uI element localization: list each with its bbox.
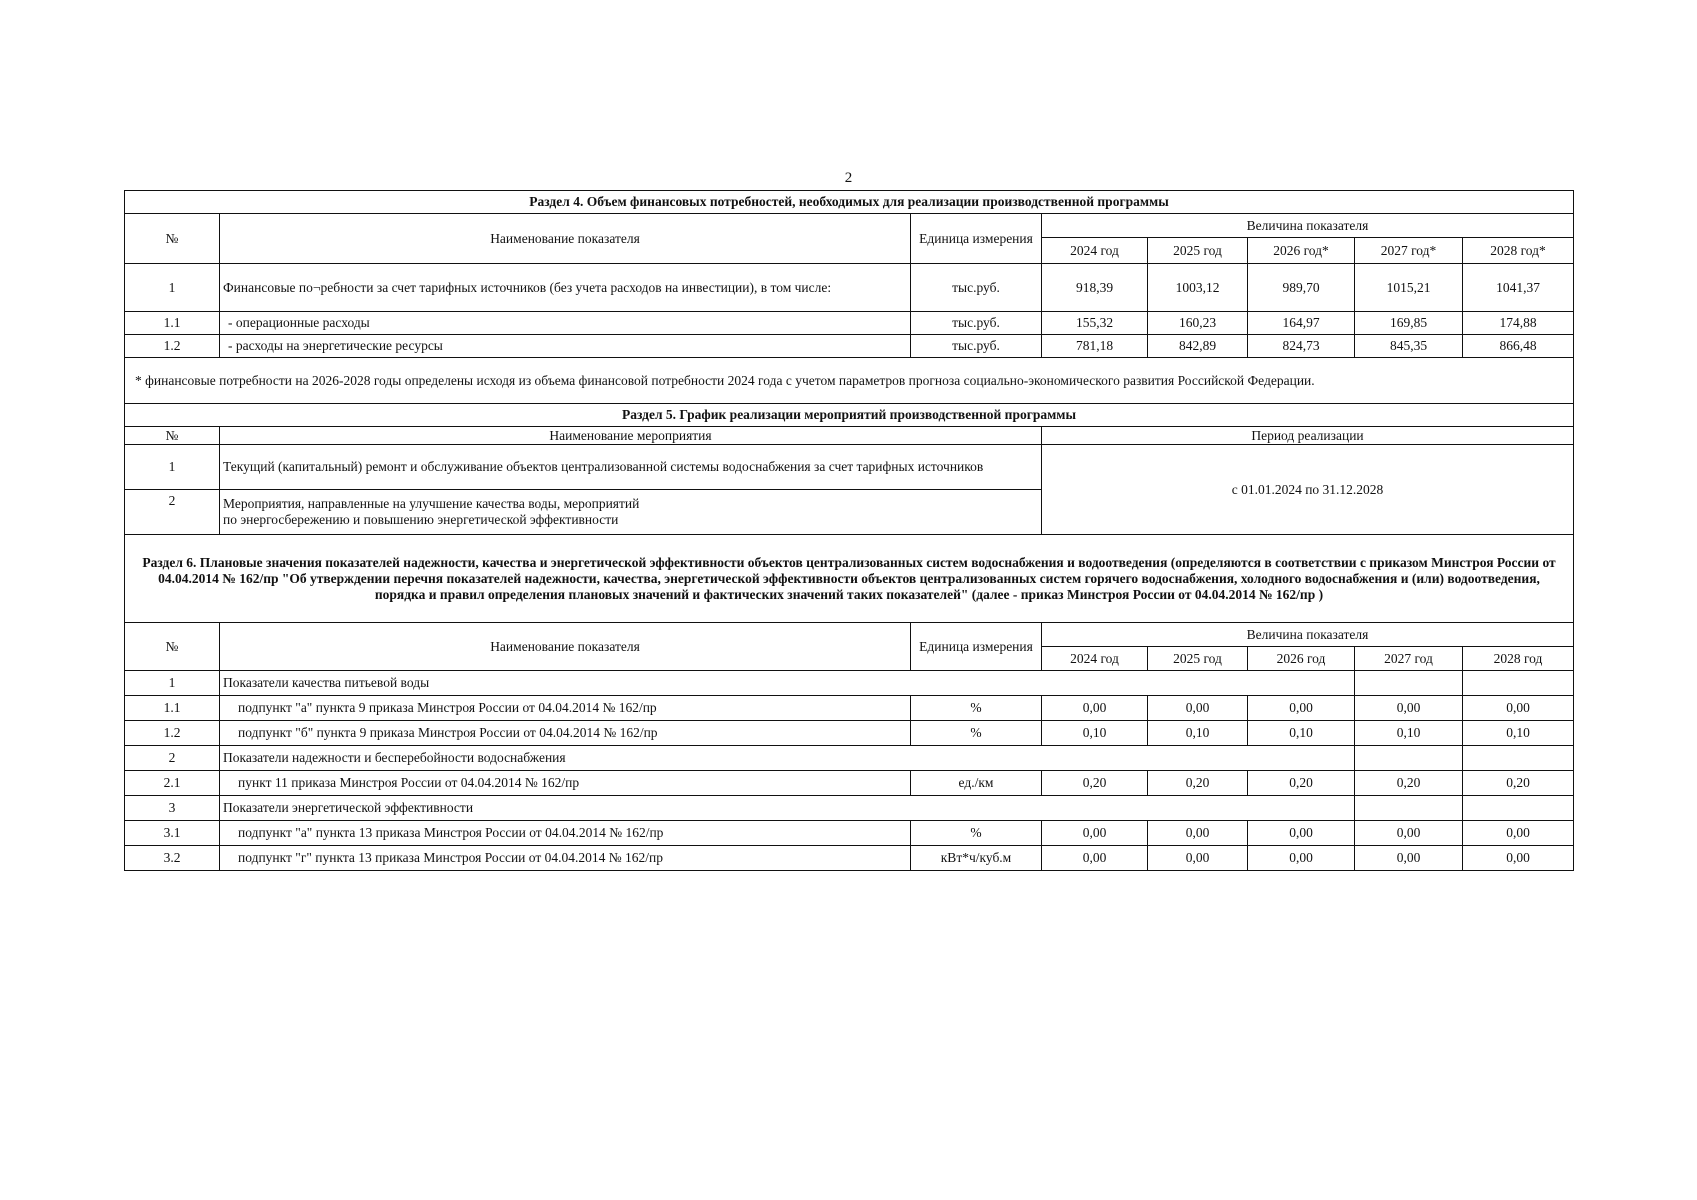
row-num: 1.2 [125, 721, 220, 746]
section5-title: Раздел 5. График реализации мероприятий производственной программы [125, 404, 1574, 427]
row-value: 0,00 [1355, 696, 1463, 721]
row-unit: тыс.руб. [911, 335, 1042, 358]
section6-title: Раздел 6. Плановые значения показателей надежности, качества и энергетической эффективности объектов централизованных систем водоснабжения и водоотведения (определяются в соответствии с приказом Минстроя России от 04.04.2014 № 162/пр "Об утверждении перечня показателей надежности, качества, энергетической эффективности объектов централизованных систем горячего водоснабжения, холодного водоснабжения и (или) водоотведения, порядка и правил определения плановых значений и фактических значений таких показателей" (далее - приказ Минстроя России от 04.04.2014 № 162/пр ) [125, 535, 1574, 623]
row-name: подпункт "б" пункта 9 приказа Минстроя России от 04.04.2014 № 162/пр [220, 721, 911, 746]
row-value: 0,00 [1463, 846, 1574, 871]
s4-header-year: 2026 год* [1248, 238, 1355, 264]
s4-header-unit: Единица измерения [911, 214, 1042, 264]
row-name: пункт 11 приказа Минстроя России от 04.04.2014 № 162/пр [220, 771, 911, 796]
s4-header-name: Наименование показателя [220, 214, 911, 264]
table-row [125, 445, 1574, 490]
row-value: 160,23 [1148, 312, 1248, 335]
group-name: Показатели качества питьевой воды [220, 671, 1355, 696]
row-value: 0,20 [1042, 771, 1148, 796]
section4-title: Раздел 4. Объем финансовых потребностей, необходимых для реализации производственной программы [125, 191, 1574, 214]
row-name-line: по энергосбережению и повышению энергетической эффективности [223, 512, 619, 527]
s5-header-num: № [125, 427, 220, 445]
row-value: 0,10 [1355, 721, 1463, 746]
group-row [125, 746, 1574, 771]
row-value: 0,00 [1463, 696, 1574, 721]
row-value: 0,20 [1148, 771, 1248, 796]
s6-header-num: № [125, 623, 220, 671]
row-value: 0,20 [1463, 771, 1574, 796]
empty-cell [1463, 796, 1574, 821]
s6-header-name: Наименование показателя [220, 623, 911, 671]
s4-header-num: № [125, 214, 220, 264]
document-body [124, 190, 1573, 871]
row-value: 0,20 [1248, 771, 1355, 796]
group-name: Показатели энергетической эффективности [220, 796, 1355, 821]
group-row [125, 671, 1574, 696]
empty-cell [1463, 671, 1574, 696]
row-num: 1.1 [125, 312, 220, 335]
row-name: - операционные расходы [220, 312, 911, 335]
s4-header-year: 2028 год* [1463, 238, 1574, 264]
row-value: 0,00 [1355, 821, 1463, 846]
row-num: 2 [125, 490, 220, 535]
row-value: 0,00 [1355, 846, 1463, 871]
s6-header-unit: Единица измерения [911, 623, 1042, 671]
row-num: 3.1 [125, 821, 220, 846]
row-value: 0,00 [1463, 821, 1574, 846]
main-table [124, 190, 1574, 871]
row-value: 1003,12 [1148, 264, 1248, 312]
row-value: 0,00 [1148, 821, 1248, 846]
row-value: 845,35 [1355, 335, 1463, 358]
row-value: 0,00 [1148, 846, 1248, 871]
row-value: 0,10 [1463, 721, 1574, 746]
empty-cell [1355, 796, 1463, 821]
table-row [125, 264, 1574, 312]
row-value: 989,70 [1248, 264, 1355, 312]
row-value: 842,89 [1148, 335, 1248, 358]
implementation-period: с 01.01.2024 по 31.12.2028 [1042, 445, 1574, 535]
row-num: 3.2 [125, 846, 220, 871]
row-value: 155,32 [1042, 312, 1148, 335]
row-value: 1015,21 [1355, 264, 1463, 312]
s4-header-value: Величина показателя [1042, 214, 1574, 238]
row-num: 1 [125, 264, 220, 312]
row-value: 164,97 [1248, 312, 1355, 335]
table-row [125, 696, 1574, 721]
group-num: 3 [125, 796, 220, 821]
table-row [125, 312, 1574, 335]
section4-footnote: * финансовые потребности на 2026-2028 годы определены исходя из объема финансовой потребности 2024 года с учетом параметров прогноза социально-экономического развития Российской Федерации. [125, 358, 1574, 404]
table-row [125, 846, 1574, 871]
s4-header-year: 2024 год [1042, 238, 1148, 264]
row-name: Текущий (капитальный) ремонт и обслуживание объектов централизованной системы водоснабжения за счет тарифных источников [220, 445, 1042, 490]
row-name: подпункт "а" пункта 9 приказа Минстроя России от 04.04.2014 № 162/пр [220, 696, 911, 721]
table-row [125, 771, 1574, 796]
group-num: 2 [125, 746, 220, 771]
row-value: 0,20 [1355, 771, 1463, 796]
row-name: подпункт "а" пункта 13 приказа Минстроя России от 04.04.2014 № 162/пр [220, 821, 911, 846]
row-unit: ед./км [911, 771, 1042, 796]
row-unit: тыс.руб. [911, 264, 1042, 312]
row-value: 169,85 [1355, 312, 1463, 335]
row-name [220, 490, 1042, 535]
group-row [125, 796, 1574, 821]
row-value: 0,00 [1042, 846, 1148, 871]
row-unit: кВт*ч/куб.м [911, 846, 1042, 871]
row-name-line: Мероприятия, направленные на улучшение качества воды, мероприятий [223, 496, 640, 511]
row-value: 0,00 [1042, 821, 1148, 846]
row-unit: % [911, 721, 1042, 746]
row-num: 1 [125, 445, 220, 490]
row-value: 824,73 [1248, 335, 1355, 358]
row-value: 0,00 [1248, 821, 1355, 846]
row-num: 2.1 [125, 771, 220, 796]
row-value: 0,10 [1148, 721, 1248, 746]
row-name: - расходы на энергетические ресурсы [220, 335, 911, 358]
s6-header-year: 2028 год [1463, 647, 1574, 671]
row-value: 1041,37 [1463, 264, 1574, 312]
row-unit: % [911, 696, 1042, 721]
s6-header-year: 2024 год [1042, 647, 1148, 671]
s4-header-year: 2025 год [1148, 238, 1248, 264]
row-value: 781,18 [1042, 335, 1148, 358]
row-value: 918,39 [1042, 264, 1148, 312]
s6-header-value: Величина показателя [1042, 623, 1574, 647]
group-num: 1 [125, 671, 220, 696]
s6-header-year: 2026 год [1248, 647, 1355, 671]
row-name: Финансовые по¬ребности за счет тарифных источников (без учета расходов на инвестиции), в том числе: [220, 264, 911, 312]
row-value: 0,00 [1042, 696, 1148, 721]
row-value: 866,48 [1463, 335, 1574, 358]
row-num: 1.1 [125, 696, 220, 721]
row-value: 0,00 [1148, 696, 1248, 721]
table-row [125, 721, 1574, 746]
row-value: 0,10 [1248, 721, 1355, 746]
row-value: 174,88 [1463, 312, 1574, 335]
s5-header-period: Период реализации [1042, 427, 1574, 445]
table-row [125, 821, 1574, 846]
row-value: 0,00 [1248, 846, 1355, 871]
row-num: 1.2 [125, 335, 220, 358]
empty-cell [1355, 746, 1463, 771]
s4-header-year: 2027 год* [1355, 238, 1463, 264]
row-value: 0,00 [1248, 696, 1355, 721]
row-unit: % [911, 821, 1042, 846]
row-value: 0,10 [1042, 721, 1148, 746]
row-name: подпункт "г" пункта 13 приказа Минстроя России от 04.04.2014 № 162/пр [220, 846, 911, 871]
group-name: Показатели надежности и бесперебойности водоснабжения [220, 746, 1355, 771]
empty-cell [1463, 746, 1574, 771]
page-number: 2 [844, 170, 853, 186]
s6-header-year: 2027 год [1355, 647, 1463, 671]
s6-header-year: 2025 год [1148, 647, 1248, 671]
s5-header-name: Наименование мероприятия [220, 427, 1042, 445]
row-unit: тыс.руб. [911, 312, 1042, 335]
table-row [125, 335, 1574, 358]
empty-cell [1355, 671, 1463, 696]
